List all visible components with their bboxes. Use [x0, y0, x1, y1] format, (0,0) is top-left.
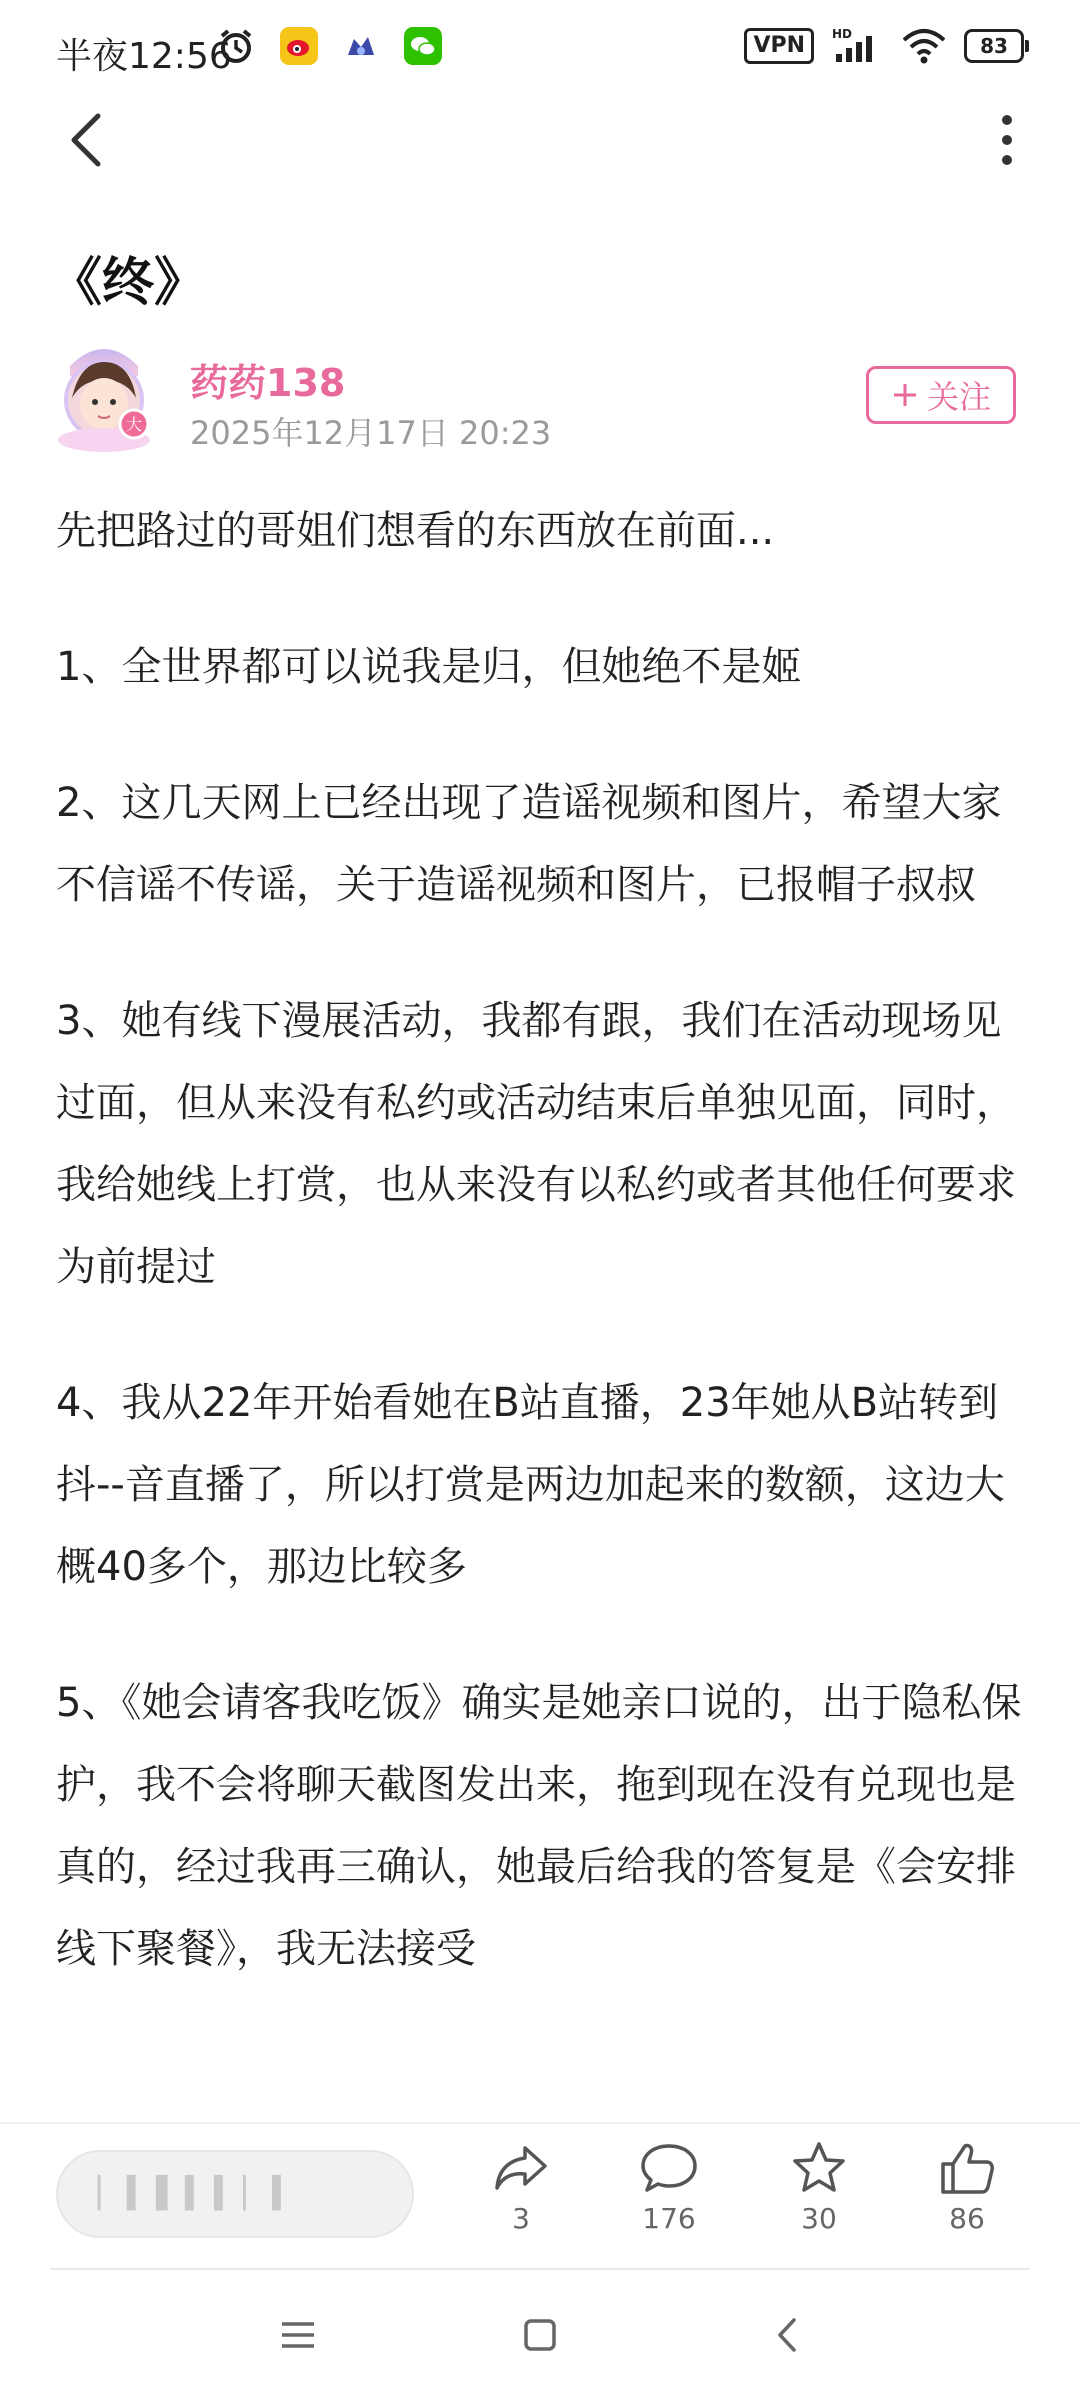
system-status-icons	[744, 26, 1024, 66]
favorite-count: 30	[801, 2202, 837, 2235]
share-count: 3	[512, 2202, 530, 2235]
status-bar	[0, 0, 1080, 104]
plus-icon	[891, 381, 919, 409]
share-button[interactable]	[466, 2140, 576, 2235]
post-content	[56, 490, 1026, 2044]
back-button[interactable]	[60, 110, 120, 170]
share-icon	[491, 2140, 551, 2196]
signal-icon	[832, 26, 884, 66]
game-app-icon	[342, 27, 380, 65]
more-options-button[interactable]	[982, 110, 1032, 170]
more-vertical-icon	[982, 110, 1032, 170]
system-home-button[interactable]	[500, 2300, 580, 2370]
weibo-app-icon	[280, 27, 318, 65]
paragraph: 1、全世界都可以说我是归，但她绝不是姬	[56, 644, 802, 690]
back-arrow-icon	[748, 2300, 828, 2370]
system-back-button[interactable]	[748, 2300, 828, 2370]
battery-indicator: 83	[964, 29, 1024, 63]
status-time: 半夜12:56	[56, 36, 232, 77]
like-button[interactable]	[912, 2140, 1022, 2235]
paragraph: 4、我从22年开始看她在B站直播，23年她从B站转到抖--音直播了，所以打赏是两边加起来的数额，这边大概40多个，那边比较多	[56, 1380, 1005, 1590]
home-square-icon	[500, 2300, 580, 2370]
menu-icon	[258, 2300, 338, 2370]
vpn-badge: VPN	[744, 28, 814, 64]
comment-button[interactable]	[614, 2140, 724, 2235]
star-icon	[789, 2140, 849, 2196]
svg-text:大: 大	[125, 415, 143, 434]
comment-placeholder: ▏▍▌▍▍▏▍	[98, 2176, 302, 2211]
notification-icons	[216, 26, 442, 66]
paragraph: 2、这几天网上已经出现了造谣视频和图片，希望大家不信谣不传谣，关于造谣视频和图片，已报帽子叔叔	[56, 780, 1002, 908]
author-avatar[interactable]	[50, 336, 158, 456]
post-timestamp: 2025年12月17日 20:23	[190, 414, 552, 452]
nav-divider	[50, 2268, 1030, 2270]
follow-button[interactable]: 关注	[866, 366, 1016, 424]
svg-text:HD: HD	[832, 27, 853, 41]
paragraph: 5、《她会请客我吃饭》确实是她亲口说的，出于隐私保护，我不会将聊天截图发出来，拖到现在没有兑现也是真的，经过我再三确认，她最后给我的答复是《会安排线下聚餐》，我无法接受	[56, 1680, 1022, 1972]
system-menu-button[interactable]	[258, 2300, 338, 2370]
wifi-icon	[902, 28, 946, 64]
chevron-left-icon	[60, 110, 120, 170]
favorite-button[interactable]	[764, 2140, 874, 2235]
alarm-icon	[216, 26, 256, 66]
author-name[interactable]: 药药138	[190, 361, 346, 405]
like-count: 86	[949, 2202, 985, 2235]
comment-input[interactable]	[56, 2150, 414, 2238]
action-bar-divider	[0, 2122, 1080, 2124]
comment-count: 176	[642, 2202, 696, 2235]
post-title: 《终》	[50, 253, 207, 313]
paragraph: 3、她有线下漫展活动，我都有跟，我们在活动现场见过面，但从来没有私约或活动结束后单独见面，同时，我给她线上打赏，也从来没有以私约或者其他任何要求为前提过	[56, 998, 1016, 1290]
wechat-app-icon	[404, 27, 442, 65]
comment-icon	[639, 2140, 699, 2196]
paragraph: 先把路过的哥姐们想看的东西放在前面...	[56, 508, 775, 554]
thumbs-up-icon	[937, 2140, 997, 2196]
